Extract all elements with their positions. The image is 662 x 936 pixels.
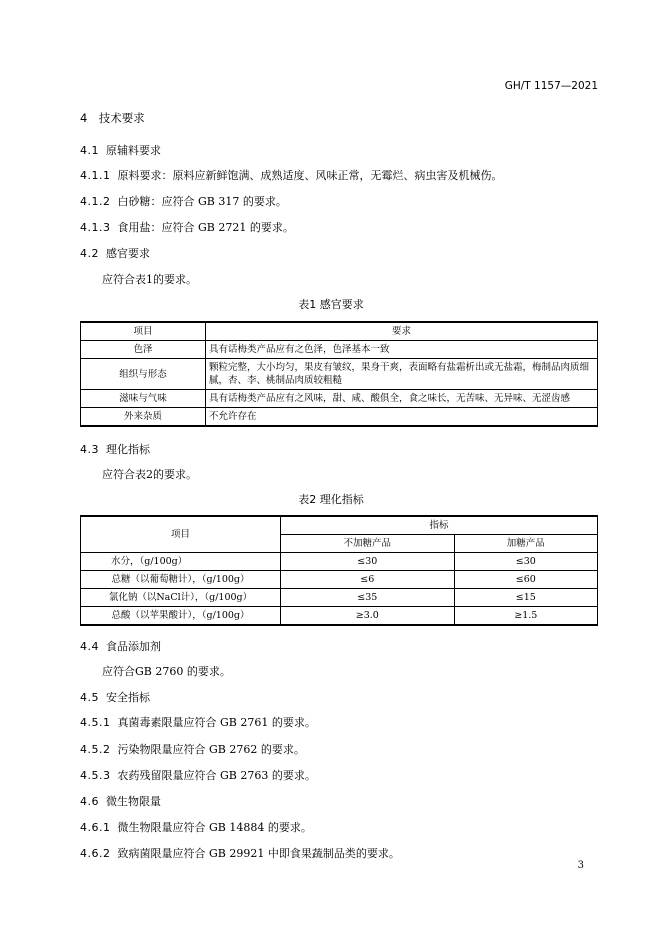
row-value-sugar-added: ≤30 bbox=[454, 553, 597, 571]
section-4-4-heading bbox=[80, 638, 161, 654]
clause-4-6-1 bbox=[80, 819, 312, 835]
clause-text: 致病菌限量应符合 GB 29921 中即食果蔬制品类的要求。 bbox=[117, 847, 400, 860]
table-row bbox=[81, 607, 598, 626]
section-number: 4 bbox=[80, 111, 88, 125]
clause-number: 4.1.3 bbox=[80, 221, 111, 234]
clause-text: 农药残留限量应符合 GB 2763 的要求。 bbox=[117, 769, 316, 782]
section-4-1-heading bbox=[80, 142, 161, 158]
row-value-sugar-added: ≤60 bbox=[454, 571, 597, 589]
section-title: 食品添加剂 bbox=[106, 640, 161, 653]
row-item: 外来杂质 bbox=[81, 408, 206, 427]
section-4-heading bbox=[80, 110, 145, 126]
section-title: 安全指标 bbox=[106, 691, 150, 704]
row-item: 组织与形态 bbox=[81, 359, 206, 390]
section-4-4-text: 应符合GB 2760 的要求。 bbox=[102, 665, 231, 678]
header-cell-requirement: 要求 bbox=[206, 322, 598, 341]
section-4-6-heading bbox=[80, 793, 161, 809]
table-header-row bbox=[81, 516, 598, 535]
section-title: 原辅料要求 bbox=[106, 144, 161, 157]
row-requirement: 颗粒完整，大小均匀，果皮有皱纹，果身干爽，表面略有盐霜析出或无盐霜，梅制品肉质细腻，杏、李、桃制品肉质较粗糙 bbox=[206, 359, 598, 390]
section-number: 4.1 bbox=[80, 144, 99, 157]
table-row bbox=[81, 571, 598, 589]
table-row bbox=[81, 359, 598, 390]
row-item: 滋味与气味 bbox=[81, 390, 206, 408]
section-title: 微生物限量 bbox=[106, 795, 161, 808]
section-title: 技术要求 bbox=[98, 111, 145, 125]
section-title: 感官要求 bbox=[106, 247, 150, 260]
table-sensory-requirements bbox=[80, 321, 598, 427]
clause-text: 污染物限量应符合 GB 2762 的要求。 bbox=[117, 743, 305, 756]
clause-4-1-2 bbox=[80, 193, 287, 209]
row-item: 氯化钠（以NaCl计），（g/100g） bbox=[81, 589, 281, 607]
section-number: 4.4 bbox=[80, 640, 99, 653]
clause-4-6-2 bbox=[80, 845, 400, 861]
clause-4-1-3 bbox=[80, 219, 294, 235]
clause-4-5-2 bbox=[80, 741, 305, 757]
section-4-3-text: 应符合表2的要求。 bbox=[102, 468, 197, 481]
clause-text: 微生物限量应符合 GB 14884 的要求。 bbox=[117, 821, 312, 834]
clause-number: 4.6.2 bbox=[80, 847, 111, 860]
standard-code: GH/T 1157—2021 bbox=[504, 80, 598, 92]
section-4-2-heading bbox=[80, 245, 150, 261]
clause-number: 4.5.2 bbox=[80, 743, 111, 756]
clause-number: 4.6.1 bbox=[80, 821, 111, 834]
row-requirement: 具有话梅类产品应有之色泽，色泽基本一致 bbox=[206, 341, 598, 359]
page-number: 3 bbox=[577, 860, 584, 871]
clause-number: 4.1.1 bbox=[80, 169, 111, 182]
row-value-sugar-added: ≥1.5 bbox=[454, 607, 597, 626]
section-number: 4.5 bbox=[80, 691, 99, 704]
header-cell-sugar-added: 加糖产品 bbox=[454, 535, 597, 553]
table-physicochemical-indicators bbox=[80, 515, 598, 626]
clause-number: 4.5.3 bbox=[80, 769, 111, 782]
table-row bbox=[81, 408, 598, 427]
clause-text: 白砂糖：应符合 GB 317 的要求。 bbox=[117, 195, 287, 208]
section-4-5-heading bbox=[80, 689, 150, 705]
section-number: 4.6 bbox=[80, 795, 99, 808]
row-item: 总糖（以葡萄糖计），（g/100g） bbox=[81, 571, 281, 589]
header-cell-no-sugar: 不加糖产品 bbox=[281, 535, 455, 553]
section-number: 4.3 bbox=[80, 443, 99, 456]
row-item: 色泽 bbox=[81, 341, 206, 359]
clause-4-5-3 bbox=[80, 767, 316, 783]
row-item: 总酸（以苹果酸计），（g/100g） bbox=[81, 607, 281, 626]
table-row bbox=[81, 341, 598, 359]
row-value-no-sugar: ≥3.0 bbox=[281, 607, 455, 626]
clause-number: 4.1.2 bbox=[80, 195, 111, 208]
clause-text: 食用盐：应符合 GB 2721 的要求。 bbox=[117, 221, 294, 234]
header-cell-item: 项目 bbox=[81, 516, 281, 553]
row-value-no-sugar: ≤35 bbox=[281, 589, 455, 607]
table-row bbox=[81, 390, 598, 408]
section-4-3-heading bbox=[80, 441, 150, 457]
clause-4-5-1 bbox=[80, 714, 316, 730]
clause-text: 真菌毒素限量应符合 GB 2761 的要求。 bbox=[117, 716, 316, 729]
table-row bbox=[81, 553, 598, 571]
table2-caption: 表2 理化指标 bbox=[298, 493, 364, 506]
table-header-row bbox=[81, 322, 598, 341]
row-requirement: 具有话梅类产品应有之风味，甜、咸、酸俱全，食之味长，无苦味、无异味、无涩齿感 bbox=[206, 390, 598, 408]
clause-text: 原料要求：原料应新鲜饱满、成熟适度、风味正常，无霉烂、病虫害及机械伤。 bbox=[117, 169, 503, 182]
table-row bbox=[81, 589, 598, 607]
clause-4-1-1 bbox=[80, 167, 503, 183]
row-value-no-sugar: ≤6 bbox=[281, 571, 455, 589]
section-4-2-text: 应符合表1的要求。 bbox=[102, 273, 197, 286]
row-requirement: 不允许存在 bbox=[206, 408, 598, 427]
section-title: 理化指标 bbox=[106, 443, 150, 456]
row-item: 水分，（g/100g） bbox=[81, 553, 281, 571]
row-value-no-sugar: ≤30 bbox=[281, 553, 455, 571]
header-cell-item: 项目 bbox=[81, 322, 206, 341]
clause-number: 4.5.1 bbox=[80, 716, 111, 729]
row-value-sugar-added: ≤15 bbox=[454, 589, 597, 607]
table1-caption: 表1 感官要求 bbox=[298, 298, 364, 311]
header-cell-indicator: 指标 bbox=[281, 516, 598, 535]
section-number: 4.2 bbox=[80, 247, 99, 260]
